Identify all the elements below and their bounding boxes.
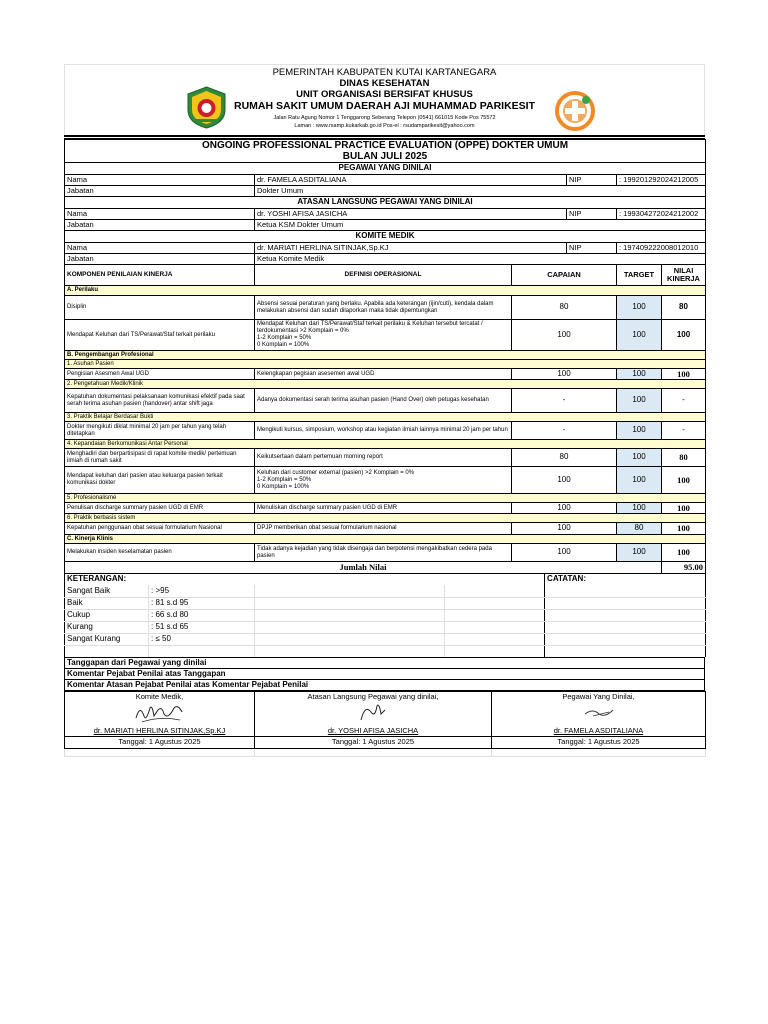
ket-label: Sangat Kurang	[65, 633, 149, 645]
row-definisi: Kelengkapan pegisian asesemen awal UGD	[255, 369, 512, 380]
row-nilai: -	[662, 422, 706, 440]
label-nama: Nama	[65, 175, 255, 186]
row-nilai: 80	[662, 296, 706, 320]
atasan-nama: dr. YOSHI AFISA JASICHA	[255, 209, 567, 220]
row-definisi: Mendapat Keluhan dari TS/Perawat/Staf terkait perilaku & Keluhan tersebut tercatat / terdokumentasi >2 Komplain = 0% 1-2 Komplain = 50% 0 Komplain = 100%	[255, 320, 512, 351]
section-komite: KOMITE MEDIK	[65, 231, 706, 243]
group-b5: 5. Profesionalisme	[65, 494, 706, 503]
row-capaian: 100	[512, 369, 617, 380]
komentar-pejabat: Komentar Pejabat Penilai atas Tanggapan	[65, 669, 705, 680]
group-b1: 1. Asuhan Pasien	[65, 360, 706, 369]
row-target: 100	[617, 320, 662, 351]
row-komponen: Kepatuhan penggunaan obat sesuai formularium Nasional	[65, 523, 255, 535]
row-nilai: 100	[662, 369, 706, 380]
row-nilai: 100	[662, 320, 706, 351]
row-definisi: Tidak adanya kejadian yang tidak disengaja dan berpotensi mengakibatkan cedera pada pasien	[255, 544, 512, 562]
pegawai-title: Pegawai Yang Dinilai,	[492, 692, 706, 702]
section-dinilai: PEGAWAI YANG DINILAI	[65, 163, 706, 175]
row-nilai: -	[662, 389, 706, 413]
form-title: ONGOING PROFESSIONAL PRACTICE EVALUATION (OPPE) DOKTER UMUM BULAN JULI 2025	[65, 140, 706, 163]
ket-label: Baik	[65, 597, 149, 609]
document-sheet	[64, 64, 705, 757]
row-capaian: 100	[512, 544, 617, 562]
row-nilai: 100	[662, 503, 706, 514]
oppe-form	[64, 139, 706, 574]
row-definisi: Absensi sesuai peraturan yang berlaku. Apabila ada keterangan (ijin/cuti), kendala dalam melakukan absensi dan sudah dilaporkan maka tidak dipemtungkan	[255, 296, 512, 320]
row-komponen: Menghadiri dan berpartisipasi di rapat komite medik/ pertemuan ilmiah di rumah sakit	[65, 449, 255, 467]
jumlah-value: 95.00	[662, 562, 706, 574]
letterhead	[64, 64, 705, 135]
group-b3: 3. Praktik Belajar Berdasar Bukti	[65, 413, 706, 422]
jumlah-label: Jumlah Nilai	[65, 562, 662, 574]
komite-jabatan: Ketua Komite Medik	[255, 254, 706, 265]
section-atasan: ATASAN LANGSUNG PEGAWAI YANG DINILAI	[65, 197, 706, 209]
row-komponen: Dokter mengikuti diklat minimal 20 jam per tahun yang telah ditetapkan	[65, 422, 255, 440]
row-definisi: Menuliskan discharge summary pasien UGD di EMR	[255, 503, 512, 514]
row-komponen: Kepatuhan dokumentasi pelaksanaan komunikasi efektif pada saat serah terima asuhan pasien (handover) antar shift jaga	[65, 389, 255, 413]
web-line: Laman : www.rsamp.kukarkab.go.id Pos-el : rsudamparikesit@yahoo.com	[294, 123, 475, 129]
row-capaian: 100	[512, 503, 617, 514]
dinilai-nip: : 199201292024212005	[617, 175, 706, 186]
row-komponen: Disiplin	[65, 296, 255, 320]
ket-value: : 81 s.d 95	[149, 597, 255, 609]
col-komponen: KOMPONEN PENILAIAN KINERJA	[65, 265, 255, 286]
row-nilai: 100	[662, 467, 706, 494]
row-definisi: DPJP memberikan obat sesuai formularium nasional	[255, 523, 512, 535]
row-capaian: 100	[512, 320, 617, 351]
komentar-atasan: Komentar Atasan Pejabat Penilai atas Komentar Pejabat Penilai	[65, 680, 705, 691]
row-komponen: Pengisian Asesmen Awal UGD	[65, 369, 255, 380]
row-target: 100	[617, 422, 662, 440]
row-definisi: Mengikuti kursus, simposium, workshop atau kegiatan ilmiah lainnya minimal 20 jam per tahun	[255, 422, 512, 440]
pegawai-signature-cell	[492, 702, 706, 727]
row-target: 100	[617, 389, 662, 413]
hospital-logo-icon	[555, 91, 595, 131]
row-nilai: 100	[662, 544, 706, 562]
keterangan-title: KETERANGAN:	[65, 574, 545, 585]
atasan-nip: : 199304272024212002	[617, 209, 706, 220]
row-target: 100	[617, 503, 662, 514]
unit-line: UNIT ORGANISASI BERSIFAT KHUSUS	[296, 89, 473, 100]
row-komponen: Penulisan discharge summary pasien UGD di EMR	[65, 503, 255, 514]
atasan-name: dr. YOSHI AFISA JASICHA	[255, 726, 492, 736]
atasan-jabatan: Ketua KSM Dokter Umum	[255, 220, 706, 231]
row-capaian: -	[512, 422, 617, 440]
komite-nip: : 197409222008012010	[617, 243, 706, 254]
label-nip: NIP	[567, 209, 617, 220]
group-a: A. Perilaku	[65, 286, 706, 296]
komite-signature-icon	[130, 702, 190, 724]
pegawai-signature-icon	[579, 702, 619, 724]
keterangan-table	[64, 574, 706, 657]
atasan-signature-icon	[353, 702, 393, 724]
row-nilai: 80	[662, 449, 706, 467]
col-capaian: CAPAIAN	[512, 265, 617, 286]
dinilai-jabatan: Dokter Umum	[255, 186, 706, 197]
ket-label: Sangat Baik	[65, 585, 149, 597]
row-definisi: Keikutsertaan dalam pertemuan morning report	[255, 449, 512, 467]
ket-value: : >95	[149, 585, 255, 597]
atasan-signature-cell	[255, 702, 492, 727]
row-capaian: 100	[512, 523, 617, 535]
row-komponen: Mendapat Keluhan dari TS/Perawat/Staf terkait perilaku	[65, 320, 255, 351]
row-target: 100	[617, 467, 662, 494]
row-target: 100	[617, 369, 662, 380]
komite-title: Komite Medik,	[65, 692, 255, 702]
pegawai-date: Tanggal: 1 Agustus 2025	[492, 736, 706, 748]
ket-value: : 66 s.d 80	[149, 609, 255, 621]
gov-line: PEMERINTAH KABUPATEN KUTAI KARTANEGARA	[272, 67, 497, 78]
row-definisi: Adanya dokumentasi serah terima asuhan pasien (Hand Over) oleh petugas kesehatan	[255, 389, 512, 413]
komite-name: dr. MARIATI HERLINA SITINJAK,Sp.KJ	[65, 726, 255, 736]
label-nama: Nama	[65, 209, 255, 220]
komite-date: Tanggal: 1 Agustus 2025	[65, 736, 255, 748]
pegawai-name: dr. FAMELA ASDITALIANA	[492, 726, 706, 736]
row-target: 100	[617, 296, 662, 320]
row-target: 80	[617, 523, 662, 535]
col-definisi: DEFINISI OPERASIONAL	[255, 265, 512, 286]
komite-nama: dr. MARIATI HERLINA SITINJAK,Sp.KJ	[255, 243, 567, 254]
ket-label: Kurang	[65, 621, 149, 633]
hospital-name: RUMAH SAKIT UMUM DAERAH AJI MUHAMMAD PARIKESIT	[234, 100, 535, 112]
dept-line: DINAS KESEHATAN	[339, 78, 430, 89]
col-target: TARGET	[617, 265, 662, 286]
label-nip: NIP	[567, 175, 617, 186]
row-capaian: 100	[512, 467, 617, 494]
group-b: B. Pengembangan Profesional	[65, 351, 706, 360]
row-capaian: 80	[512, 449, 617, 467]
form-period: BULAN JULI 2025	[342, 151, 428, 162]
group-b2: 2. Pengetahuan Medik/Klinik	[65, 380, 706, 389]
row-target: 100	[617, 544, 662, 562]
ket-label: Cukup	[65, 609, 149, 621]
signature-table	[64, 691, 706, 757]
catatan-title: CATATAN:	[547, 574, 586, 584]
row-capaian: -	[512, 389, 617, 413]
atasan-date: Tanggal: 1 Agustus 2025	[255, 736, 492, 748]
col-nilai: NILAI KINERJA	[662, 265, 706, 286]
row-definisi: Keluhan dari customer external (pasien) >2 Komplain = 0% 1-2 Komplain = 50% 0 Komplain = 100%	[255, 467, 512, 494]
tanggapan-pegawai: Tanggapan dari Pegawai yang dinilai	[65, 658, 705, 669]
row-nilai: 100	[662, 523, 706, 535]
group-c: C. Kinerja Klinis	[65, 535, 706, 544]
letterhead-rule	[64, 135, 705, 137]
row-capaian: 80	[512, 296, 617, 320]
dinilai-nama: dr. FAMELA ASDITALIANA	[255, 175, 567, 186]
label-jabatan: Jabatan	[65, 220, 255, 231]
label-jabatan: Jabatan	[65, 254, 255, 265]
row-komponen: Melakukan insiden keselamatan pasien	[65, 544, 255, 562]
row-komponen: Mendapat keluhan dari pasien atau keluarga pasien terkait komunikasi dokter	[65, 467, 255, 494]
label-nama: Nama	[65, 243, 255, 254]
atasan-title: Atasan Langsung Pegawai yang dinilai,	[255, 692, 492, 702]
ket-value: : 51 s.d 65	[149, 621, 255, 633]
label-nip: NIP	[567, 243, 617, 254]
label-jabatan: Jabatan	[65, 186, 255, 197]
group-b6: 6. Praktik berbasis sistem	[65, 514, 706, 523]
tanggapan-table	[64, 657, 705, 691]
row-target: 100	[617, 449, 662, 467]
address-line: Jalan Ratu Agung Nomor 1 Tenggarong Seberang Telepon (0541) 661015 Kode Pos 75572	[273, 115, 496, 121]
ket-value: : ≤ 50	[149, 633, 255, 645]
komite-signature-cell	[65, 702, 255, 727]
group-b4: 4. Kepandaian Berkomunikasi Antar Personal	[65, 440, 706, 449]
